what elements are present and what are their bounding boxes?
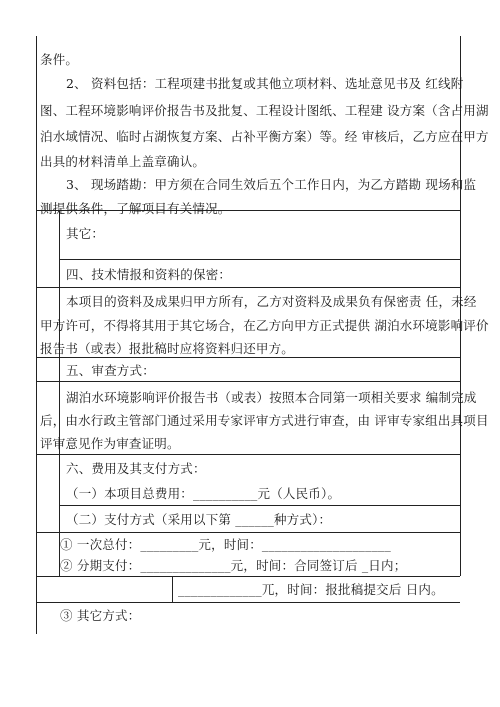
text-line: ③ 其它方式： [60, 608, 141, 623]
text-line: ② 分期支付：______________元，时间：合同签订后 _日内； [60, 558, 407, 573]
text-line: 泊水域情况、临时占湖恢复方案、占补平衡方案）等。经 审核后，乙方应在甲方 [40, 129, 489, 144]
section-heading: 五、审查方式： [66, 363, 155, 378]
text-line: 2、 资料包括：工程项建书批复或其他立项材料、选址意见书及 红线附 [66, 76, 464, 91]
table-border [36, 604, 37, 634]
table-border [36, 602, 460, 603]
table-border [172, 576, 173, 602]
text-line: 评审意见作为审查证明。 [40, 436, 180, 451]
text-line: 后，由水行政主管部门通过采用专家评审方式进行审查，由 评审专家组出具项目 [40, 413, 489, 428]
text-line: 测提供条件，了解项目有关情况。 [40, 201, 231, 216]
text-line: 图、工程环境影响评价报告书及批复、工程设计图纸、工程建 设方案（含占用湖 [40, 103, 489, 118]
table-border [36, 532, 460, 533]
text-line: 条件。 [40, 52, 79, 67]
table-border [59, 505, 460, 506]
text-line: 其它： [66, 226, 105, 241]
text-line: 3、 现场踏勘：甲方须在合同生效后五个工作日内，为乙方踏勘 现场和监 [66, 177, 477, 192]
text-line: 湖泊水环境影响评价报告书（或表）按照本合同第一项相关要求 编制完成 [66, 390, 477, 405]
text-line: 本项目的资料及成果归甲方所有，乙方对资料及成果负有保密责 任，未经 [66, 294, 477, 309]
table-border [59, 210, 60, 576]
table-border [36, 454, 460, 455]
table-border [36, 357, 460, 358]
section-heading: 六、费用及其支付方式： [66, 461, 206, 476]
text-line: 甲方许可，不得将其用于其它场合，在乙方向甲方正式提供 湖泊水环境影响评价 [40, 318, 489, 333]
section-heading: 四、技术情报和资料的保密： [66, 267, 232, 282]
table-border [36, 287, 460, 288]
text-line: 出具的材料清单上盖章确认。 [40, 154, 206, 169]
table-border [36, 381, 460, 382]
table-border [59, 259, 460, 260]
text-line: ① 一次总付：_________元，时间：____________________ [60, 537, 391, 552]
text-line: 报告书（或表）报批稿时应将资料归还甲方。 [40, 341, 295, 356]
table-border [36, 576, 460, 577]
text-line: （二）支付方式（采用以下第 ______种方式）： [66, 512, 332, 527]
table-border [36, 36, 37, 604]
text-line: （一）本项目总费用：__________元（人民币）。 [66, 486, 341, 501]
text-line: _____________兀，时间：报批稿提交后 日内。 [178, 582, 444, 597]
